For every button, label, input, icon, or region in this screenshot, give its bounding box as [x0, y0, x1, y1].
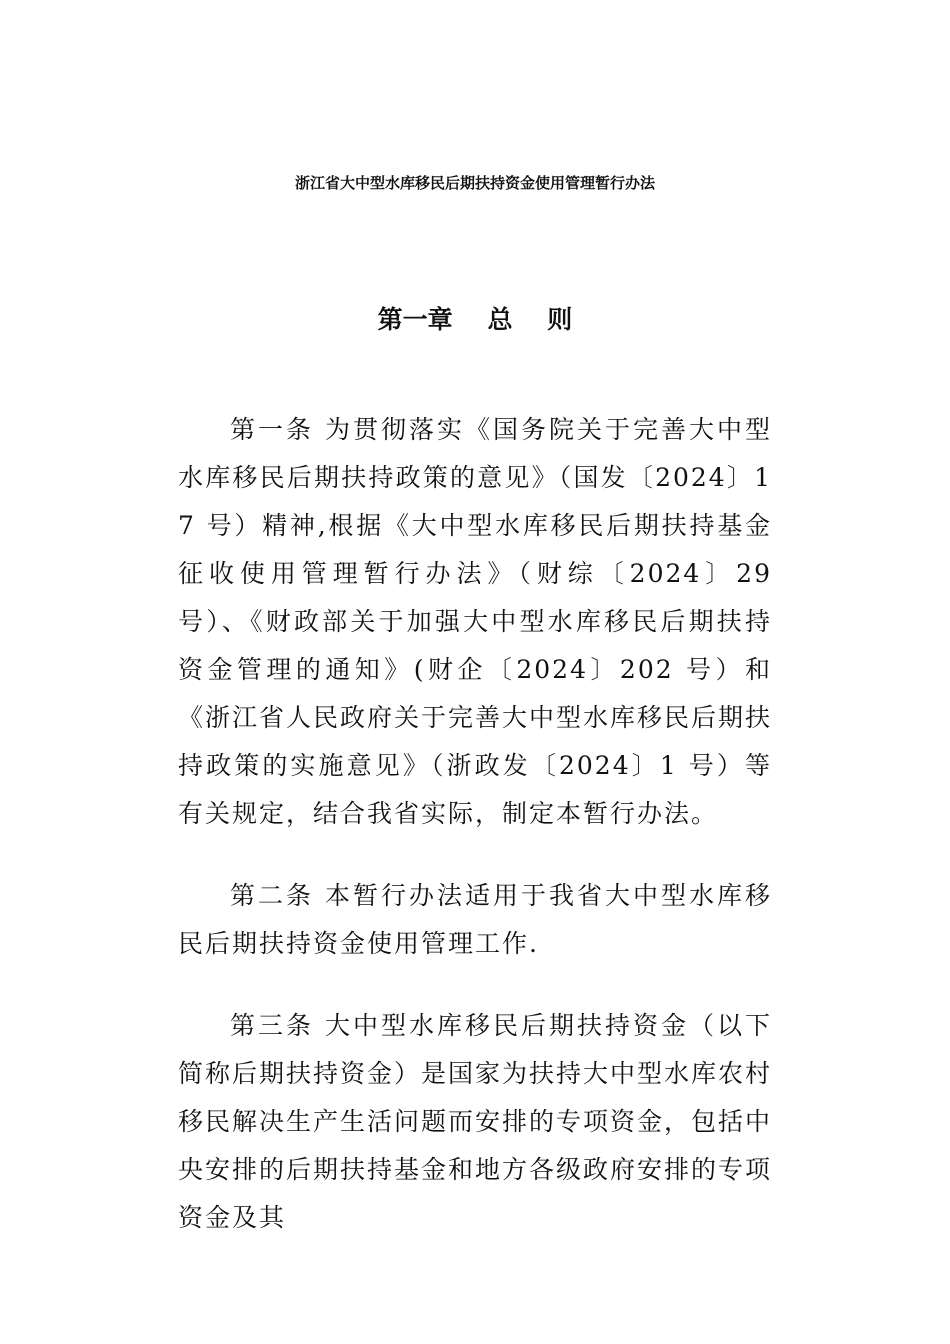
document-body: [178, 406, 772, 1276]
article-1: 第一条 为贯彻落实《国务院关于完善大中型水库移民后期扶持政策的意见》（国发〔2024〕17 号）精神,根据《大中型水库移民后期扶持基金征收使用管理暂行办法》（财综〔2024〕29 号）、《财政部关于加强大中型水库移民后期扶持资金管理的通知》(财企〔2024〕202 号）和《浙江省人民政府关于完善大中型水库移民后期扶持政策的实施意见》（浙政发〔2024〕1 号）等有关规定，结合我省实际，制定本暂行办法。: [178, 415, 773, 828]
chapter-heading: 第一章 总 则: [377, 305, 573, 334]
article-3: 第三条 大中型水库移民后期扶持资金（以下简称后期扶持资金）是国家为扶持大中型水库农村移民解决生产生活问题而安排的专项资金，包括中央安排的后期扶持基金和地方各级政府安排的专项资金及其: [178, 1011, 773, 1232]
document-title: 浙江省大中型水库移民后期扶持资金使用管理暂行办法: [294, 174, 655, 192]
article-2: 第二条 本暂行办法适用于我省大中型水库移民后期扶持资金使用管理工作.: [178, 881, 772, 958]
